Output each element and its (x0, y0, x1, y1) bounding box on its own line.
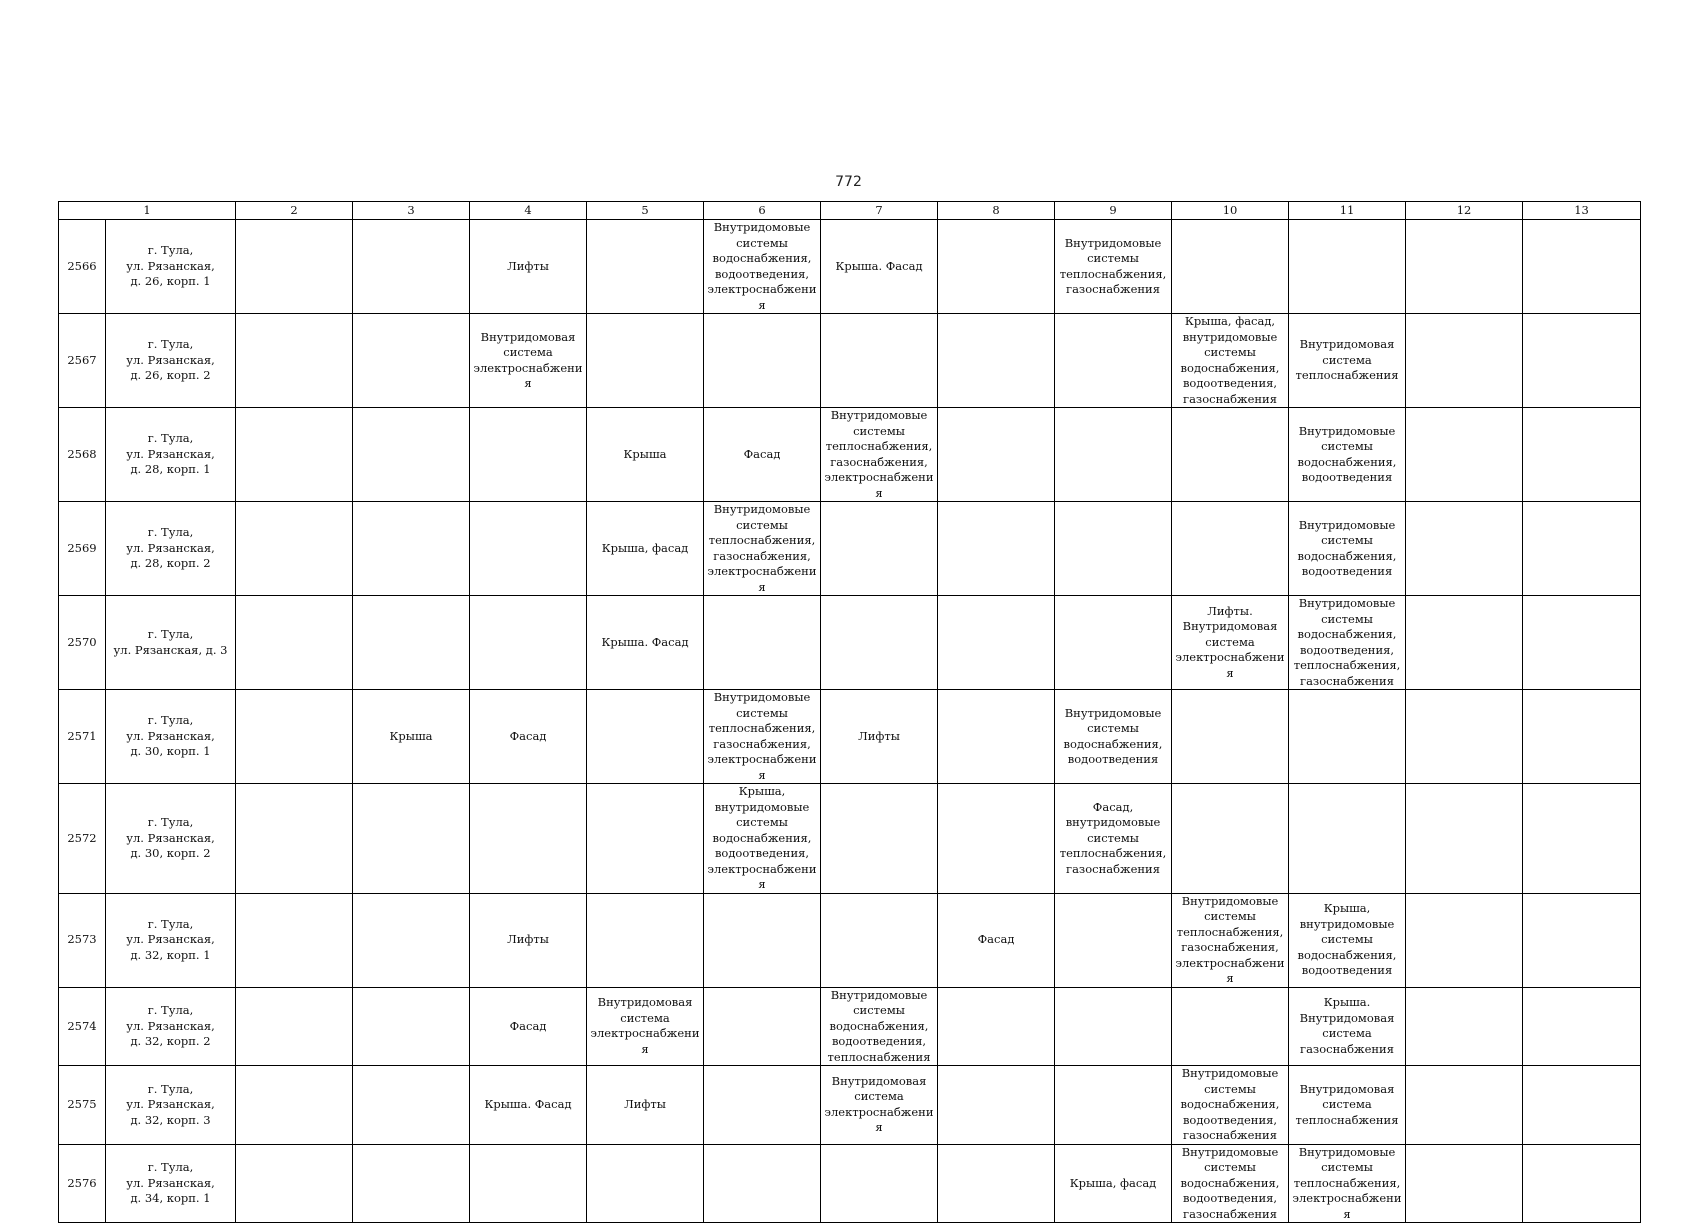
work-text: Внутридомовые системы водоснабжения, водоотведения, газоснабжения (1180, 1144, 1280, 1221)
work-cell-col-12 (1406, 220, 1523, 314)
work-text: Крыша, внутридомовые системы водоснабжения, водоотведения, электроснабжения (707, 784, 817, 891)
work-text: Внутридомовая система электроснабжения (824, 1073, 934, 1135)
work-cell-col-4 (470, 1144, 587, 1223)
column-header: 5 (587, 202, 704, 220)
work-text: Внутридомовая система электроснабжения (590, 995, 700, 1056)
work-cell-col-10 (1172, 987, 1289, 1066)
work-cell-col-10 (1172, 893, 1289, 987)
column-header: 4 (470, 202, 587, 220)
work-cell-col-8 (938, 1066, 1055, 1145)
address-cell (106, 408, 236, 502)
work-cell-col-7 (821, 314, 938, 408)
work-cell-col-8 (938, 893, 1055, 987)
work-cell-col-12 (1406, 987, 1523, 1066)
work-cell-col-2 (236, 502, 353, 596)
work-text: Лифты (624, 1097, 666, 1111)
work-cell-col-4 (470, 220, 587, 314)
work-cell-col-8 (938, 408, 1055, 502)
work-cell-col-12 (1406, 596, 1523, 690)
work-cell-col-4 (470, 1066, 587, 1145)
work-cell-col-13 (1523, 987, 1641, 1066)
work-cell-col-11 (1289, 690, 1406, 784)
work-cell-col-7 (821, 987, 938, 1066)
work-cell-col-12 (1406, 784, 1523, 894)
work-cell-col-3 (353, 220, 470, 314)
work-cell-col-13 (1523, 408, 1641, 502)
page-number: 772 (835, 174, 862, 190)
table-row (59, 893, 1641, 987)
work-text: Внутридомовые системы теплоснабжения, электроснабжения (1292, 1144, 1402, 1221)
work-cell-col-8 (938, 596, 1055, 690)
work-cell-col-9 (1055, 690, 1172, 784)
work-cell-col-7 (821, 596, 938, 690)
row-number: 2570 (59, 596, 106, 690)
work-cell-col-4 (470, 408, 587, 502)
column-header: 10 (1172, 202, 1289, 220)
table-row (59, 408, 1641, 502)
work-cell-col-3 (353, 784, 470, 894)
work-cell-col-10 (1172, 314, 1289, 408)
work-cell-col-2 (236, 1144, 353, 1223)
work-cell-col-11 (1289, 784, 1406, 894)
address-cell (106, 220, 236, 314)
row-number: 2572 (59, 784, 106, 894)
work-text: Фасад (509, 1018, 547, 1033)
work-cell-col-12 (1406, 408, 1523, 502)
work-cell-col-7 (821, 1144, 938, 1223)
work-text: Фасад, внутридомовые системы теплоснабжения, газоснабжения (1059, 799, 1167, 876)
address-cell (106, 1144, 236, 1223)
work-text: Внутридомовая система теплоснабжения (1295, 337, 1399, 383)
address-text: г. Тула, ул. Рязанская, д. 28, корп. 2 (126, 525, 215, 571)
work-text: Внутридомовые системы теплоснабжения, газоснабжения, электроснабжения (1175, 893, 1285, 985)
work-text: Внутридомовые системы водоснабжения, водоотведения, теплоснабжения (827, 987, 931, 1064)
work-text: Крыша, фасад (601, 540, 689, 555)
work-cell-col-10 (1172, 1066, 1289, 1145)
work-cell-col-11 (1289, 408, 1406, 502)
work-cell-col-2 (236, 408, 353, 502)
work-cell-col-2 (236, 690, 353, 784)
work-cell-col-3 (353, 596, 470, 690)
work-cell-col-2 (236, 987, 353, 1066)
work-text: Внутридомовые системы теплоснабжения, газоснабжения, электроснабжения (707, 502, 817, 594)
column-header: 6 (704, 202, 821, 220)
address-text: г. Тула, ул. Рязанская, д. 26, корп. 1 (126, 243, 215, 289)
table-row (59, 690, 1641, 784)
column-header: 12 (1406, 202, 1523, 220)
work-cell-col-4 (470, 502, 587, 596)
work-cell-col-9 (1055, 408, 1172, 502)
work-cell-col-9 (1055, 1144, 1172, 1223)
address-text: г. Тула, ул. Рязанская, д. 26, корп. 2 (126, 337, 215, 383)
table-row (59, 314, 1641, 408)
work-cell-col-7 (821, 502, 938, 596)
work-cell-col-2 (236, 893, 353, 987)
work-cell-col-9 (1055, 784, 1172, 894)
work-cell-col-3 (353, 408, 470, 502)
work-cell-col-8 (938, 314, 1055, 408)
address-text: г. Тула, ул. Рязанская, д. 3 (113, 627, 228, 657)
work-cell-col-2 (236, 596, 353, 690)
repair-schedule-table (58, 201, 1641, 1223)
work-text: Лифты (507, 932, 549, 947)
work-cell-col-13 (1523, 596, 1641, 690)
work-cell-col-13 (1523, 690, 1641, 784)
address-cell (106, 1066, 236, 1145)
row-number: 2568 (59, 408, 106, 502)
address-text: г. Тула, ул. Рязанская, д. 28, корп. 1 (126, 431, 215, 477)
work-cell-col-5 (587, 784, 704, 894)
table-row (59, 784, 1641, 894)
work-cell-col-4 (470, 784, 587, 894)
address-cell (106, 987, 236, 1066)
address-text: г. Тула, ул. Рязанская, д. 32, корп. 3 (126, 1081, 215, 1127)
work-text: Лифты (858, 728, 900, 743)
column-header: 2 (236, 202, 353, 220)
column-header: 7 (821, 202, 938, 220)
work-text: Внутридомовые системы теплоснабжения, газоснабжения (1059, 235, 1167, 296)
work-cell-col-5 (587, 314, 704, 408)
work-cell-col-4 (470, 314, 587, 408)
work-cell-col-8 (938, 987, 1055, 1066)
column-header: 1 (59, 202, 236, 220)
work-cell-col-2 (236, 1066, 353, 1145)
work-cell-col-11 (1289, 596, 1406, 690)
work-cell-col-11 (1289, 220, 1406, 314)
column-header: 11 (1289, 202, 1406, 220)
address-cell (106, 690, 236, 784)
work-text: Лифты. Внутридомовая система электроснабжения (1175, 603, 1285, 680)
work-cell-col-5 (587, 502, 704, 596)
work-cell-col-9 (1055, 987, 1172, 1066)
work-cell-col-5 (587, 987, 704, 1066)
address-text: г. Тула, ул. Рязанская, д. 32, корп. 2 (126, 1003, 215, 1048)
address-cell (106, 314, 236, 408)
work-text: Крыша. Фасад (484, 1097, 572, 1111)
row-number: 2574 (59, 987, 106, 1066)
row-number: 2576 (59, 1144, 106, 1223)
work-cell-col-8 (938, 784, 1055, 894)
work-cell-col-7 (821, 220, 938, 314)
work-text: Внутридомовые системы теплоснабжения, газоснабжения, электроснабжения (824, 408, 934, 500)
column-header: 9 (1055, 202, 1172, 220)
work-cell-col-7 (821, 1066, 938, 1145)
work-cell-col-9 (1055, 596, 1172, 690)
work-cell-col-4 (470, 987, 587, 1066)
work-cell-col-3 (353, 314, 470, 408)
work-cell-col-4 (470, 690, 587, 784)
work-cell-col-5 (587, 596, 704, 690)
row-number: 2573 (59, 893, 106, 987)
work-cell-col-3 (353, 893, 470, 987)
work-cell-col-4 (470, 596, 587, 690)
work-text: Внутридомовые системы водоснабжения, водоотведения (1297, 517, 1397, 578)
work-cell-col-13 (1523, 1144, 1641, 1223)
work-text: Внутридомовые системы водоснабжения, водоотведения, электроснабжения (707, 220, 817, 312)
work-cell-col-8 (938, 502, 1055, 596)
address-text: г. Тула, ул. Рязанская, д. 34, корп. 1 (126, 1160, 215, 1205)
work-cell-col-6 (704, 596, 821, 690)
work-cell-col-6 (704, 314, 821, 408)
work-cell-col-5 (587, 690, 704, 784)
work-cell-col-2 (236, 314, 353, 408)
address-text: г. Тула, ул. Рязанская, д. 30, корп. 2 (126, 815, 215, 860)
work-cell-col-7 (821, 784, 938, 894)
work-cell-col-5 (587, 893, 704, 987)
work-cell-col-11 (1289, 502, 1406, 596)
work-cell-col-10 (1172, 502, 1289, 596)
address-cell (106, 893, 236, 987)
work-cell-col-3 (353, 1066, 470, 1145)
work-text: Внутридомовые системы водоснабжения, водоотведения, теплоснабжения, газоснабжения (1293, 596, 1401, 688)
address-cell (106, 784, 236, 894)
work-cell-col-6 (704, 502, 821, 596)
work-cell-col-6 (704, 893, 821, 987)
work-cell-col-7 (821, 408, 938, 502)
work-cell-col-4 (470, 893, 587, 987)
work-cell-col-10 (1172, 220, 1289, 314)
work-cell-col-12 (1406, 502, 1523, 596)
work-cell-col-5 (587, 1066, 704, 1145)
row-number: 2575 (59, 1066, 106, 1145)
work-cell-col-13 (1523, 893, 1641, 987)
work-cell-col-5 (587, 408, 704, 502)
work-cell-col-6 (704, 1066, 821, 1145)
row-number: 2567 (59, 314, 106, 408)
work-cell-col-13 (1523, 502, 1641, 596)
work-cell-col-9 (1055, 502, 1172, 596)
work-cell-col-10 (1172, 690, 1289, 784)
table-row (59, 596, 1641, 690)
work-text: Фасад (977, 932, 1015, 947)
work-cell-col-11 (1289, 1066, 1406, 1145)
work-cell-col-6 (704, 987, 821, 1066)
work-text: Крыша (389, 728, 433, 743)
work-cell-col-7 (821, 690, 938, 784)
work-cell-col-2 (236, 220, 353, 314)
work-cell-col-13 (1523, 220, 1641, 314)
work-cell-col-6 (704, 690, 821, 784)
work-cell-col-12 (1406, 893, 1523, 987)
work-cell-col-3 (353, 987, 470, 1066)
work-cell-col-10 (1172, 408, 1289, 502)
table-row (59, 987, 1641, 1066)
work-cell-col-9 (1055, 220, 1172, 314)
work-cell-col-12 (1406, 1144, 1523, 1223)
column-header: 13 (1523, 202, 1641, 220)
address-text: г. Тула, ул. Рязанская, д. 30, корп. 1 (126, 713, 215, 759)
work-text: Внутридомовые системы водоснабжения, водоотведения, газоснабжения (1180, 1066, 1280, 1142)
work-cell-col-6 (704, 1144, 821, 1223)
work-text: Крыша, фасад (1069, 1175, 1157, 1190)
work-cell-col-12 (1406, 690, 1523, 784)
work-cell-col-10 (1172, 596, 1289, 690)
work-cell-col-5 (587, 220, 704, 314)
work-cell-col-7 (821, 893, 938, 987)
work-cell-col-9 (1055, 1066, 1172, 1145)
address-cell (106, 596, 236, 690)
work-text: Крыша. Внутридомовая система газоснабжения (1299, 995, 1395, 1056)
work-cell-col-3 (353, 502, 470, 596)
work-text: Внутридомовая система теплоснабжения (1295, 1081, 1399, 1127)
work-cell-col-3 (353, 690, 470, 784)
work-cell-col-11 (1289, 987, 1406, 1066)
work-cell-col-6 (704, 784, 821, 894)
work-cell-col-9 (1055, 893, 1172, 987)
work-text: Внутридомовые системы водоснабжения, водоотведения (1297, 423, 1397, 484)
work-cell-col-5 (587, 1144, 704, 1223)
work-text: Крыша. Фасад (835, 258, 923, 273)
work-cell-col-8 (938, 690, 1055, 784)
work-cell-col-9 (1055, 314, 1172, 408)
work-cell-col-13 (1523, 1066, 1641, 1145)
work-text: Внутридомовая система электроснабжения (473, 329, 583, 390)
work-cell-col-10 (1172, 1144, 1289, 1223)
table-row (59, 1066, 1641, 1145)
work-cell-col-2 (236, 784, 353, 894)
table-row (59, 502, 1641, 596)
work-cell-col-3 (353, 1144, 470, 1223)
work-cell-col-8 (938, 220, 1055, 314)
row-number: 2571 (59, 690, 106, 784)
row-number: 2569 (59, 502, 106, 596)
work-cell-col-6 (704, 408, 821, 502)
work-cell-col-12 (1406, 1066, 1523, 1145)
address-cell (106, 502, 236, 596)
work-cell-col-10 (1172, 784, 1289, 894)
row-number: 2566 (59, 220, 106, 314)
work-cell-col-6 (704, 220, 821, 314)
work-text: Крыша. Фасад (601, 634, 689, 649)
work-cell-col-12 (1406, 314, 1523, 408)
table-row (59, 1144, 1641, 1223)
work-text: Фасад (509, 728, 547, 743)
address-text: г. Тула, ул. Рязанская, д. 32, корп. 1 (126, 916, 215, 962)
table-row (59, 220, 1641, 314)
work-text: Лифты (507, 258, 549, 273)
work-cell-col-13 (1523, 314, 1641, 408)
work-cell-col-11 (1289, 1144, 1406, 1223)
work-cell-col-11 (1289, 893, 1406, 987)
work-text: Внутридомовые системы водоснабжения, водоотведения (1063, 705, 1163, 766)
work-cell-col-13 (1523, 784, 1641, 894)
work-cell-col-11 (1289, 314, 1406, 408)
work-text: Крыша, внутридомовые системы водоснабжения, водоотведения (1297, 901, 1397, 978)
column-header: 8 (938, 202, 1055, 220)
column-header: 3 (353, 202, 470, 220)
work-text: Крыша (623, 446, 667, 461)
work-cell-col-8 (938, 1144, 1055, 1223)
column-header-row (59, 202, 1641, 220)
work-text: Фасад (743, 446, 781, 461)
work-text: Внутридомовые системы теплоснабжения, газоснабжения, электроснабжения (707, 690, 817, 782)
work-text: Крыша, фасад, внутридомовые системы водоснабжения, водоотведения, газоснабжения (1180, 314, 1280, 406)
